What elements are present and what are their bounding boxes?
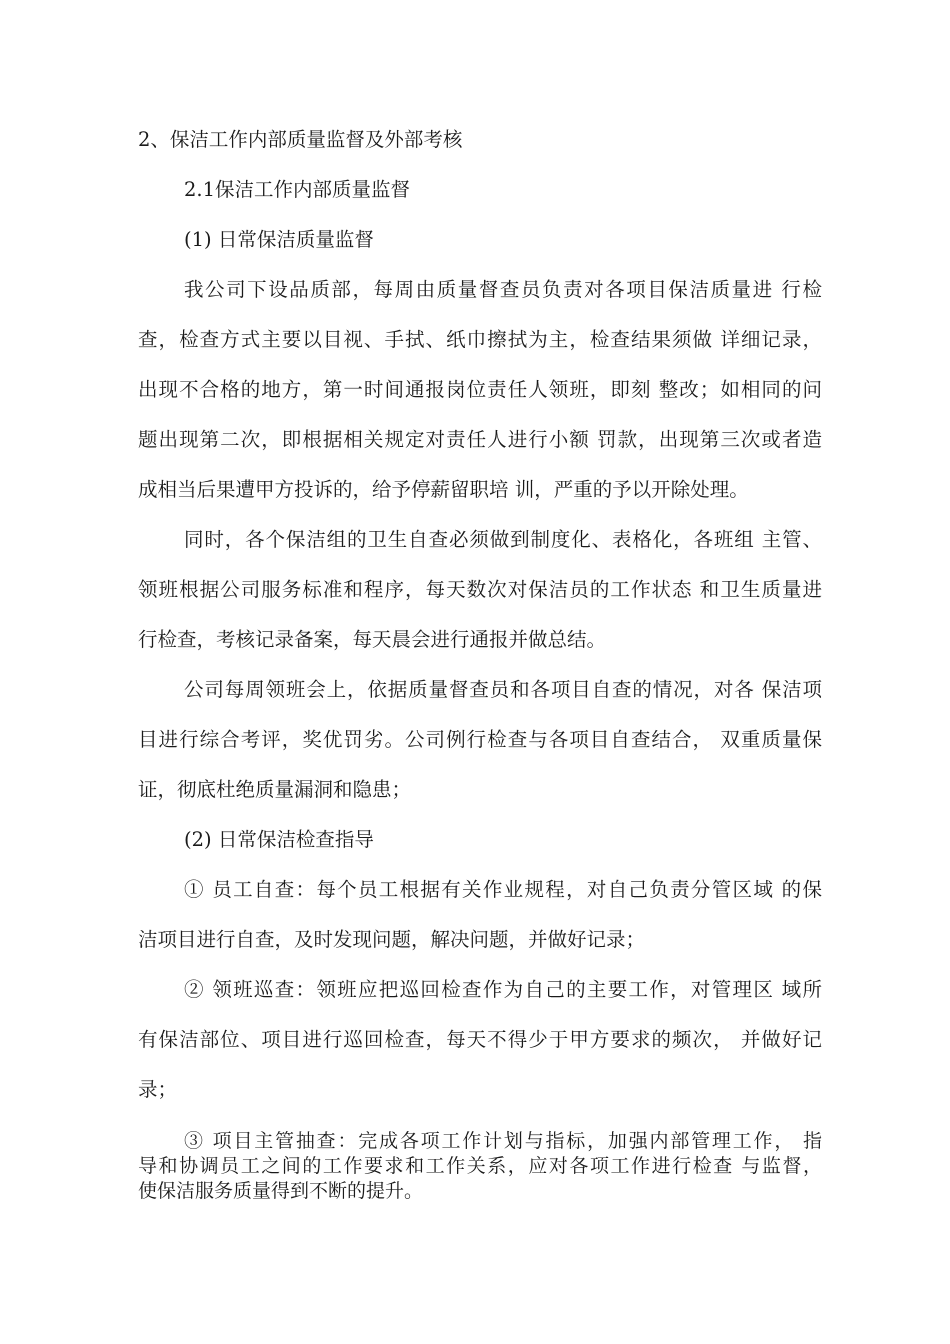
section-heading: 2、保洁工作内部质量监督及外部考核 [138,128,463,151]
point3-line: 使保洁服务质量得到不断的提升。 [138,1180,424,1202]
para2-line: 同时，各个保洁组的卫生自查必须做到制度化、表格化，各班组 主管、 [184,528,822,551]
subsection-heading: 2.1保洁工作内部质量监督 [184,178,411,201]
point1-line: ① 员工自查：每个员工根据有关作业规程，对自己负责分管区域 的保 [184,878,822,901]
point3-line: 导和协调员工之间的工作要求和工作关系，应对各项工作进行检查 与监督， [138,1155,822,1177]
para3-line: 目进行综合考评，奖优罚劣。公司例行检查与各项目自查结合， 双重质量保 [138,728,822,751]
point2-line: ② 领班巡查：领班应把巡回检查作为自己的主要工作，对管理区 域所 [184,978,822,1001]
para2-line: 行检查，考核记录备案，每天晨会进行通报并做总结。 [138,628,607,651]
point1-line: 洁项目进行自查，及时发现问题，解决问题，并做好记录； [138,928,646,951]
item1-heading: (1) 日常保洁质量监督 [184,228,374,251]
para2-line: 领班根据公司服务标准和程序，每天数次对保洁员的工作状态 和卫生质量进 [138,578,822,601]
para3-line: 证，彻底杜绝质量漏洞和隐患； [138,778,412,801]
para1-line: 成相当后果遭甲方投诉的，给予停薪留职培 训，严重的予以开除处理。 [138,478,749,501]
para1-line: 出现不合格的地方，第一时间通报岗位责任人领班，即刻 整改；如相同的问 [138,378,822,401]
item2-heading: (2) 日常保洁检查指导 [184,828,374,851]
point2-line: 有保洁部位、项目进行巡回检查，每天不得少于甲方要求的频次， 并做好记 [138,1028,822,1051]
para1-line: 我公司下设品质部，每周由质量督查员负责对各项目保洁质量进 行检 [184,278,822,301]
para3-line: 公司每周领班会上，依据质量督查员和各项目自查的情况，对各 保洁项 [184,678,822,701]
point3-line: ③ 项目主管抽查：完成各项工作计划与指标，加强内部管理工作， 指 [184,1130,822,1152]
para1-line: 题出现第二次，即根据相关规定对责任人进行小额 罚款，出现第三次或者造 [138,428,822,451]
point2-line: 录； [138,1078,178,1101]
para1-line: 查，检查方式主要以目视、手拭、纸巾擦拭为主，检查结果须做 详细记录， [138,328,822,351]
